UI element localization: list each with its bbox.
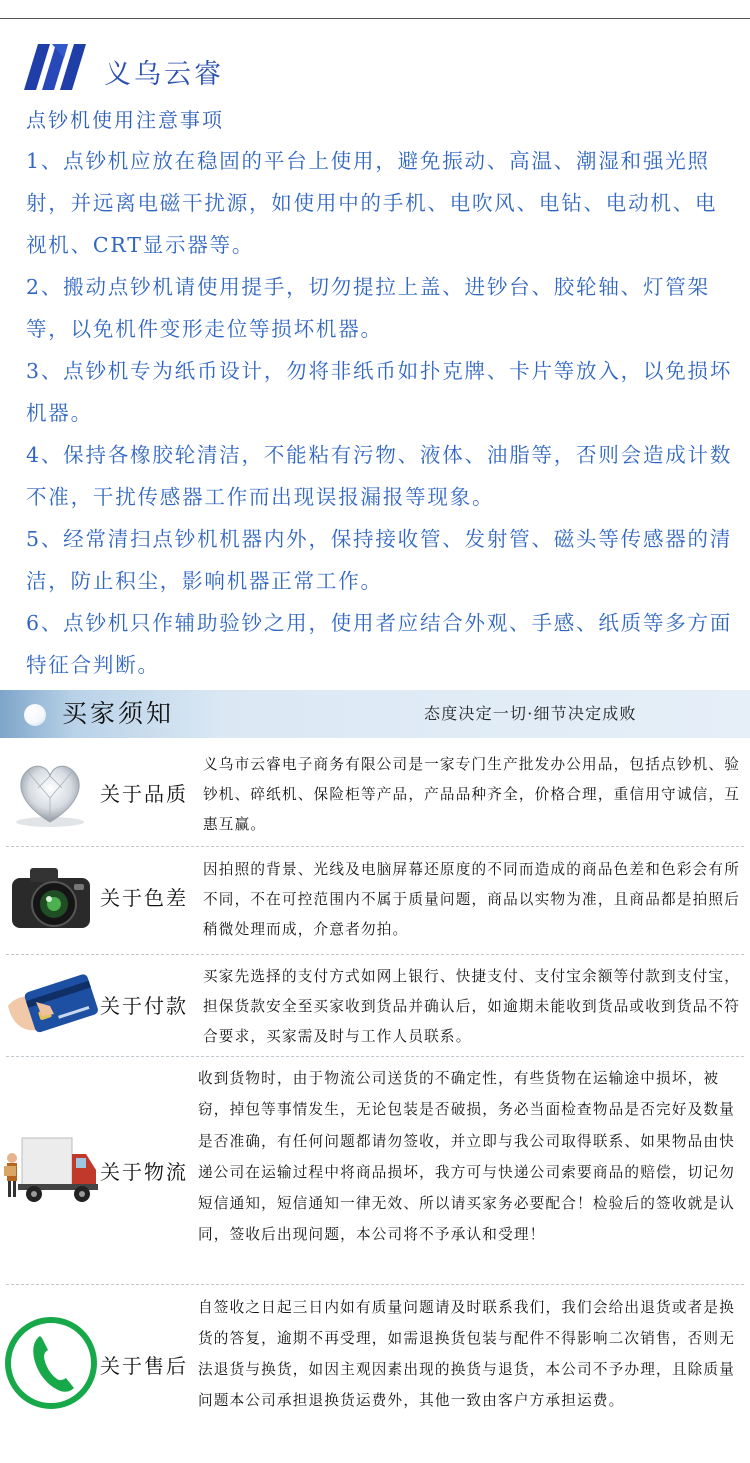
camera-icon — [8, 862, 96, 932]
notice-title: 点钞机使用注意事项 — [26, 108, 224, 132]
section-divider — [6, 954, 744, 955]
delivery-truck-icon — [4, 1132, 98, 1206]
banner-slogan: 态度决定一切·细节决定成败 — [424, 704, 637, 723]
notice-item: 2、搬动点钞机请使用提手，切勿提拉上盖、进钞台、胶轮轴、灯管架等，以免机件变形走位等损坏机器。 — [26, 275, 710, 341]
logistics-text: 收到货物时，由于物流公司送货的不确定性，有些货物在运输途中损坏，被窃，掉包等事情发生，无论包装是否破损，务必当面检查物品是否完好及数量是否准确，有任何问题都请勿签收，并立即与我公司取得联系、如果物品由快递公司在运输过程中将商品损坏，我方可与快递公司索要商品的赔偿，切记勿短信通知，短信通知一律无效、所以请买家务必要配合！检验后的签收就是认同，签收后出现问题，本公司将不予承认和受理！ — [198, 1070, 735, 1244]
quality-text: 义乌市云睿电子商务有限公司是一家专门生产批发办公用品，包括点钞机、验钞机、碎纸机、保险柜等产品，产品品种齐全，价格合理，重信用守诚信，互惠互赢。 — [203, 756, 740, 833]
banner-title: 买家须知 — [62, 699, 175, 728]
notice-item: 4、保持各橡胶轮清洁，不能粘有污物、液体、油脂等，否则会造成计数不准，干扰传感器工作而出现误报漏报等现象。 — [26, 443, 733, 509]
section-divider — [6, 846, 744, 847]
notice-item: 1、点钞机应放在稳固的平台上使用，避免振动、高温、潮湿和强光照射，并远离电磁干扰源，如使用中的手机、电吹风、电钻、电动机、电视机、CRT显示器等。 — [26, 149, 718, 257]
payment-text: 买家先选择的支付方式如网上银行、快捷支付、支付宝余额等付款到支付宝，担保货款安全至买家收到货品并确认后，如逾期未能收到货品或收到货品不符合要求，买家需及时与工作人员联系。 — [203, 968, 740, 1045]
after-sales-text: 自签收之日起三日内如有质量问题请及时联系我们，我们会给出退货或者是换货的答复，逾期不再受理，如需退换货包装与配件不得影响二次销售，否则无法退货与换货，如因主观因素出现的换货与退货，本公司不予办理，且除质量问题本公司承担退换货运费外，其他一致由客户方承担运费。 — [198, 1299, 735, 1409]
credit-card-icon — [6, 966, 98, 1038]
top-divider — [0, 18, 750, 19]
brand-name: 义乌云睿 — [104, 59, 224, 90]
notice-item: 6、点钞机只作辅助验钞之用，使用者应结合外观、手感、纸质等多方面特征合判断。 — [26, 611, 733, 677]
quality-label: 关于品质 — [100, 782, 188, 806]
color-difference-label: 关于色差 — [100, 886, 188, 910]
buyer-notice-banner — [0, 690, 750, 738]
after-sales-label: 关于售后 — [100, 1354, 188, 1378]
section-divider — [6, 1284, 744, 1285]
phone-icon — [4, 1316, 98, 1410]
notice-list — [26, 140, 738, 686]
color-difference-text: 因拍照的背景、光线及电脑屏幕还原度的不同而造成的商品色差和色彩会有所不同，不在可控范围内不属于质量问题，商品以实物为准，且商品都是拍照后稍微处理而成，介意者勿拍。 — [203, 861, 740, 938]
logistics-label: 关于物流 — [100, 1160, 188, 1184]
diamond-icon — [8, 758, 92, 830]
notice-item: 5、经常清扫点钞机机器内外，保持接收管、发射管、磁头等传感器的清洁，防止积尘，影响机器正常工作。 — [26, 527, 733, 593]
payment-label: 关于付款 — [100, 994, 188, 1018]
section-divider — [6, 1056, 744, 1057]
bullet-circle-icon — [24, 704, 46, 726]
notice-item: 3、点钞机专为纸币设计，勿将非纸币如扑克牌、卡片等放入，以免损坏机器。 — [26, 359, 733, 425]
brand-logo-icon — [24, 40, 92, 90]
